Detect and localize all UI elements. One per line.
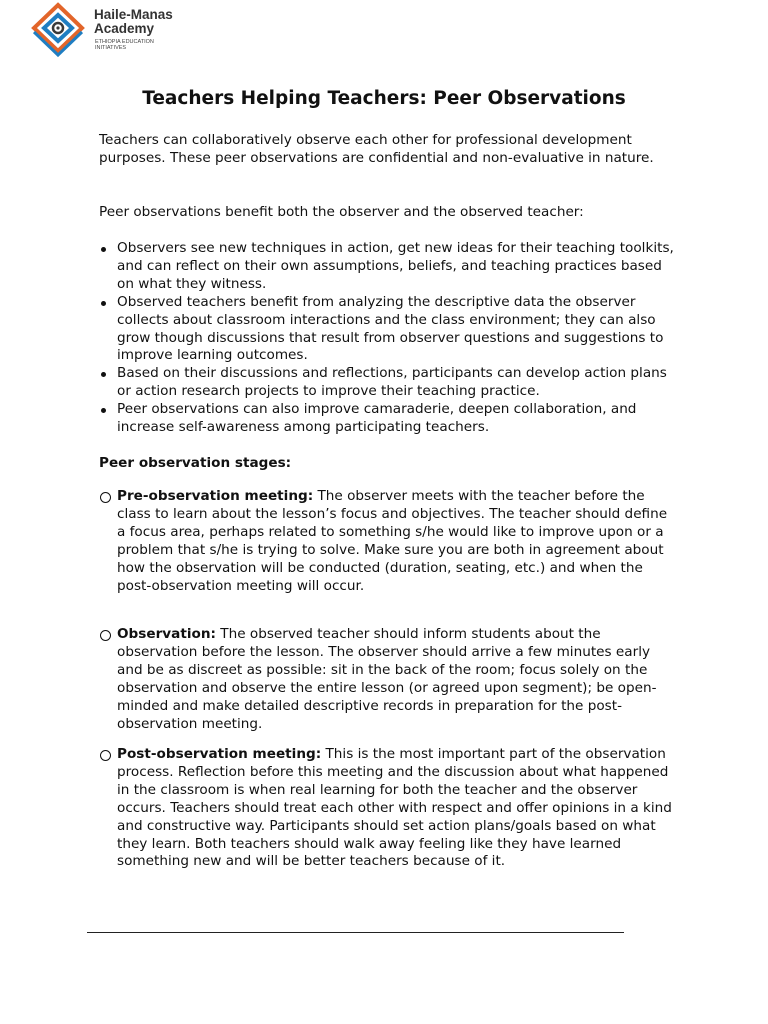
list-item: Observed teachers benefit from analyzing the descriptive data the observer collects about classroom interactions and the class environment; they can also grow though discussions that result from observer questions and suggestions to improve learning outcomes. — [99, 294, 679, 366]
benefits-intro: Peer observations benefit both the observer and the observed teacher: — [99, 204, 584, 220]
stages-heading: Peer observation stages: — [99, 455, 292, 471]
academy-logo — [26, 2, 176, 58]
stage-label: Post-observation meeting: — [117, 746, 322, 762]
list-item: Based on their discussions and reflections, participants can develop action plans or action research projects to improve their teaching practice. — [99, 365, 679, 401]
stage-text: This is the most important part of the observation process. Reflection before this meeting and the discussion about what happened in the classroom is when real learning for both the teacher and the observer occurs. Teachers should treat each other with respect and offer opinions in a kind and constructive way. Participants should set action plans/goals based on what they learn. Both teachers should walk away feeling like they have learned something new and will be better teachers because of it. — [117, 746, 672, 870]
bullet-icon — [101, 372, 106, 377]
stage-label: Pre-observation meeting: — [117, 488, 314, 504]
stage-text: The observer meets with the teacher before the class to learn about the lesson’s focus and objectives. The teacher should define a focus area, perhaps related to something s/he would like to improve upon or a problem that s/he is trying to solve. Make sure you are both in agreement about how the observation will be conducted (duration, seating, etc.) and when the post-observation meeting will occur. — [117, 488, 668, 594]
stage-label: Observation: — [117, 626, 216, 642]
logo-subtitle: ETHIOPIA EDUCATION INITIATIVES — [95, 39, 154, 51]
intro-paragraph: Teachers can collaboratively observe each other for professional development purposes. These peer observations are confidential and non-evaluative in nature. — [99, 132, 654, 166]
stage-observation — [99, 626, 679, 733]
page-title: Teachers Helping Teachers: Peer Observations — [142, 88, 626, 109]
footer-divider — [87, 932, 624, 933]
list-item: Observers see new techniques in action, get new ideas for their teaching toolkits, and can reflect on their own assumptions, beliefs, and teaching practices based on what they witness. — [99, 240, 679, 294]
circle-bullet-icon — [100, 492, 111, 503]
bullet-icon — [101, 408, 106, 413]
diamond-logo-icon — [26, 2, 90, 58]
benefits-list — [99, 240, 679, 437]
circle-bullet-icon — [100, 630, 111, 641]
stage-post-observation — [99, 746, 679, 871]
stage-text: The observed teacher should inform students about the observation before the lesson. The observer should arrive a few minutes early and be as discreet as possible: sit in the back of the room; focus solely on the observation and observe the entire lesson (or agreed upon segment); be open-minded and make detailed descriptive records in preparation for the post-observation meeting. — [117, 626, 657, 732]
bullet-icon — [101, 247, 106, 252]
circle-bullet-icon — [100, 750, 111, 761]
stage-pre-observation — [99, 488, 679, 595]
logo-name: Haile-Manas Academy — [94, 7, 173, 36]
bullet-icon — [101, 301, 106, 306]
list-item: Peer observations can also improve camaraderie, deepen collaboration, and increase self-awareness among participating teachers. — [99, 401, 679, 437]
